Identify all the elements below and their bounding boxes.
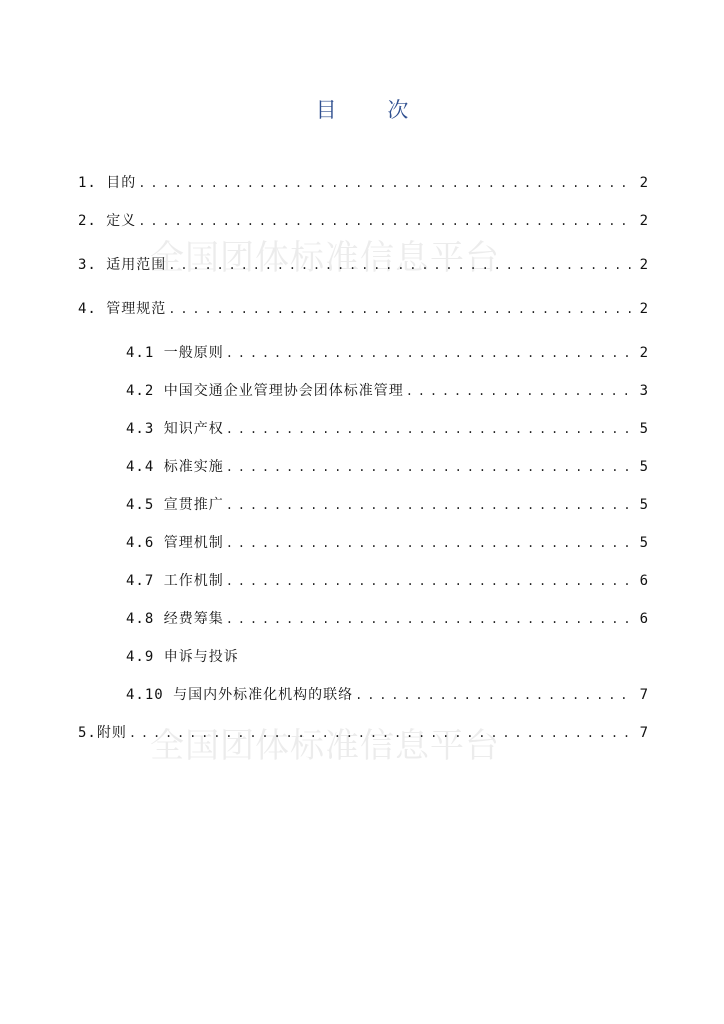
toc-entry-label: 4.6 管理机制: [126, 535, 224, 551]
watermark-text: 全国团体标准信息平台: [150, 238, 500, 278]
toc-entry-label: 4. 管理规范: [78, 301, 167, 317]
toc-entry[interactable]: [126, 685, 648, 705]
toc-leader-dots: [226, 533, 632, 553]
toc-leader-dots: [226, 343, 632, 363]
toc-entry-page: 5: [639, 421, 648, 437]
toc-leader-dots: [168, 299, 632, 319]
toc-entry-page: 7: [639, 687, 648, 703]
toc-entry-page: 6: [639, 611, 648, 627]
toc-entry[interactable]: [78, 255, 648, 275]
toc-entry-page: 2: [639, 213, 648, 229]
toc-leader-dots: [129, 723, 632, 743]
toc-leader-dots: [168, 255, 632, 275]
toc-entry-label: 4.5 宣贯推广: [126, 497, 224, 513]
toc-entry[interactable]: [126, 343, 648, 363]
toc-entry-page: 3: [639, 383, 648, 399]
toc-entry-label: 4.3 知识产权: [126, 421, 224, 437]
toc-leader-dots: [355, 685, 632, 705]
watermark-text: 全国团体标准信息平台: [150, 726, 500, 766]
page-title: 目 次: [315, 98, 431, 122]
toc-entry-label: 4.1 一般原则: [126, 345, 224, 361]
toc-entry[interactable]: [126, 495, 648, 515]
toc-entry[interactable]: [126, 419, 648, 439]
toc-entry-page: 6: [639, 573, 648, 589]
toc-entry[interactable]: [126, 381, 648, 401]
toc-entry[interactable]: [78, 173, 648, 193]
toc-entry-page: 2: [639, 257, 648, 273]
toc-entry[interactable]: [78, 299, 648, 319]
toc-leader-dots: [226, 495, 632, 515]
toc-entry-page: 5: [639, 459, 648, 475]
toc-entry-label: 4.2 中国交通企业管理协会团体标准管理: [126, 383, 404, 399]
toc-entry-label: 4.7 工作机制: [126, 573, 224, 589]
toc-entry-label: 4.8 经费筹集: [126, 611, 224, 627]
toc-entry-label: 3. 适用范围: [78, 257, 167, 273]
toc-entry[interactable]: [126, 647, 648, 667]
toc-entry-label: 2. 定义: [78, 213, 137, 229]
toc-entry[interactable]: [126, 457, 648, 477]
toc-entry-label: 5.附则: [78, 725, 127, 741]
toc-entry[interactable]: [126, 533, 648, 553]
toc-entry-page: 2: [639, 175, 648, 191]
toc-leader-dots: [138, 173, 632, 193]
toc-entry-label: 1. 目的: [78, 175, 137, 191]
toc-entry[interactable]: [126, 571, 648, 591]
toc-entry-page: 5: [639, 497, 648, 513]
toc-entry-page: 2: [639, 345, 648, 361]
toc-entry-label: 4.4 标准实施: [126, 459, 224, 475]
toc-entry-page: 5: [639, 535, 648, 551]
toc-entry-page: 7: [639, 725, 648, 741]
toc-leader-dots: [406, 381, 632, 401]
toc-entry-label: 4.9 申诉与投诉: [126, 649, 239, 665]
toc-leader-dots: [226, 609, 632, 629]
toc-leader-dots: [226, 457, 632, 477]
toc-entry-label: 4.10 与国内外标准化机构的联络: [126, 687, 354, 703]
toc-leader-dots: [138, 211, 632, 231]
toc-entry[interactable]: [78, 723, 648, 743]
toc-entry-page: 2: [639, 301, 648, 317]
toc-leader-dots: [226, 571, 632, 591]
toc-leader-dots: [226, 419, 632, 439]
toc-entry[interactable]: [78, 211, 648, 231]
toc-entry[interactable]: [126, 609, 648, 629]
